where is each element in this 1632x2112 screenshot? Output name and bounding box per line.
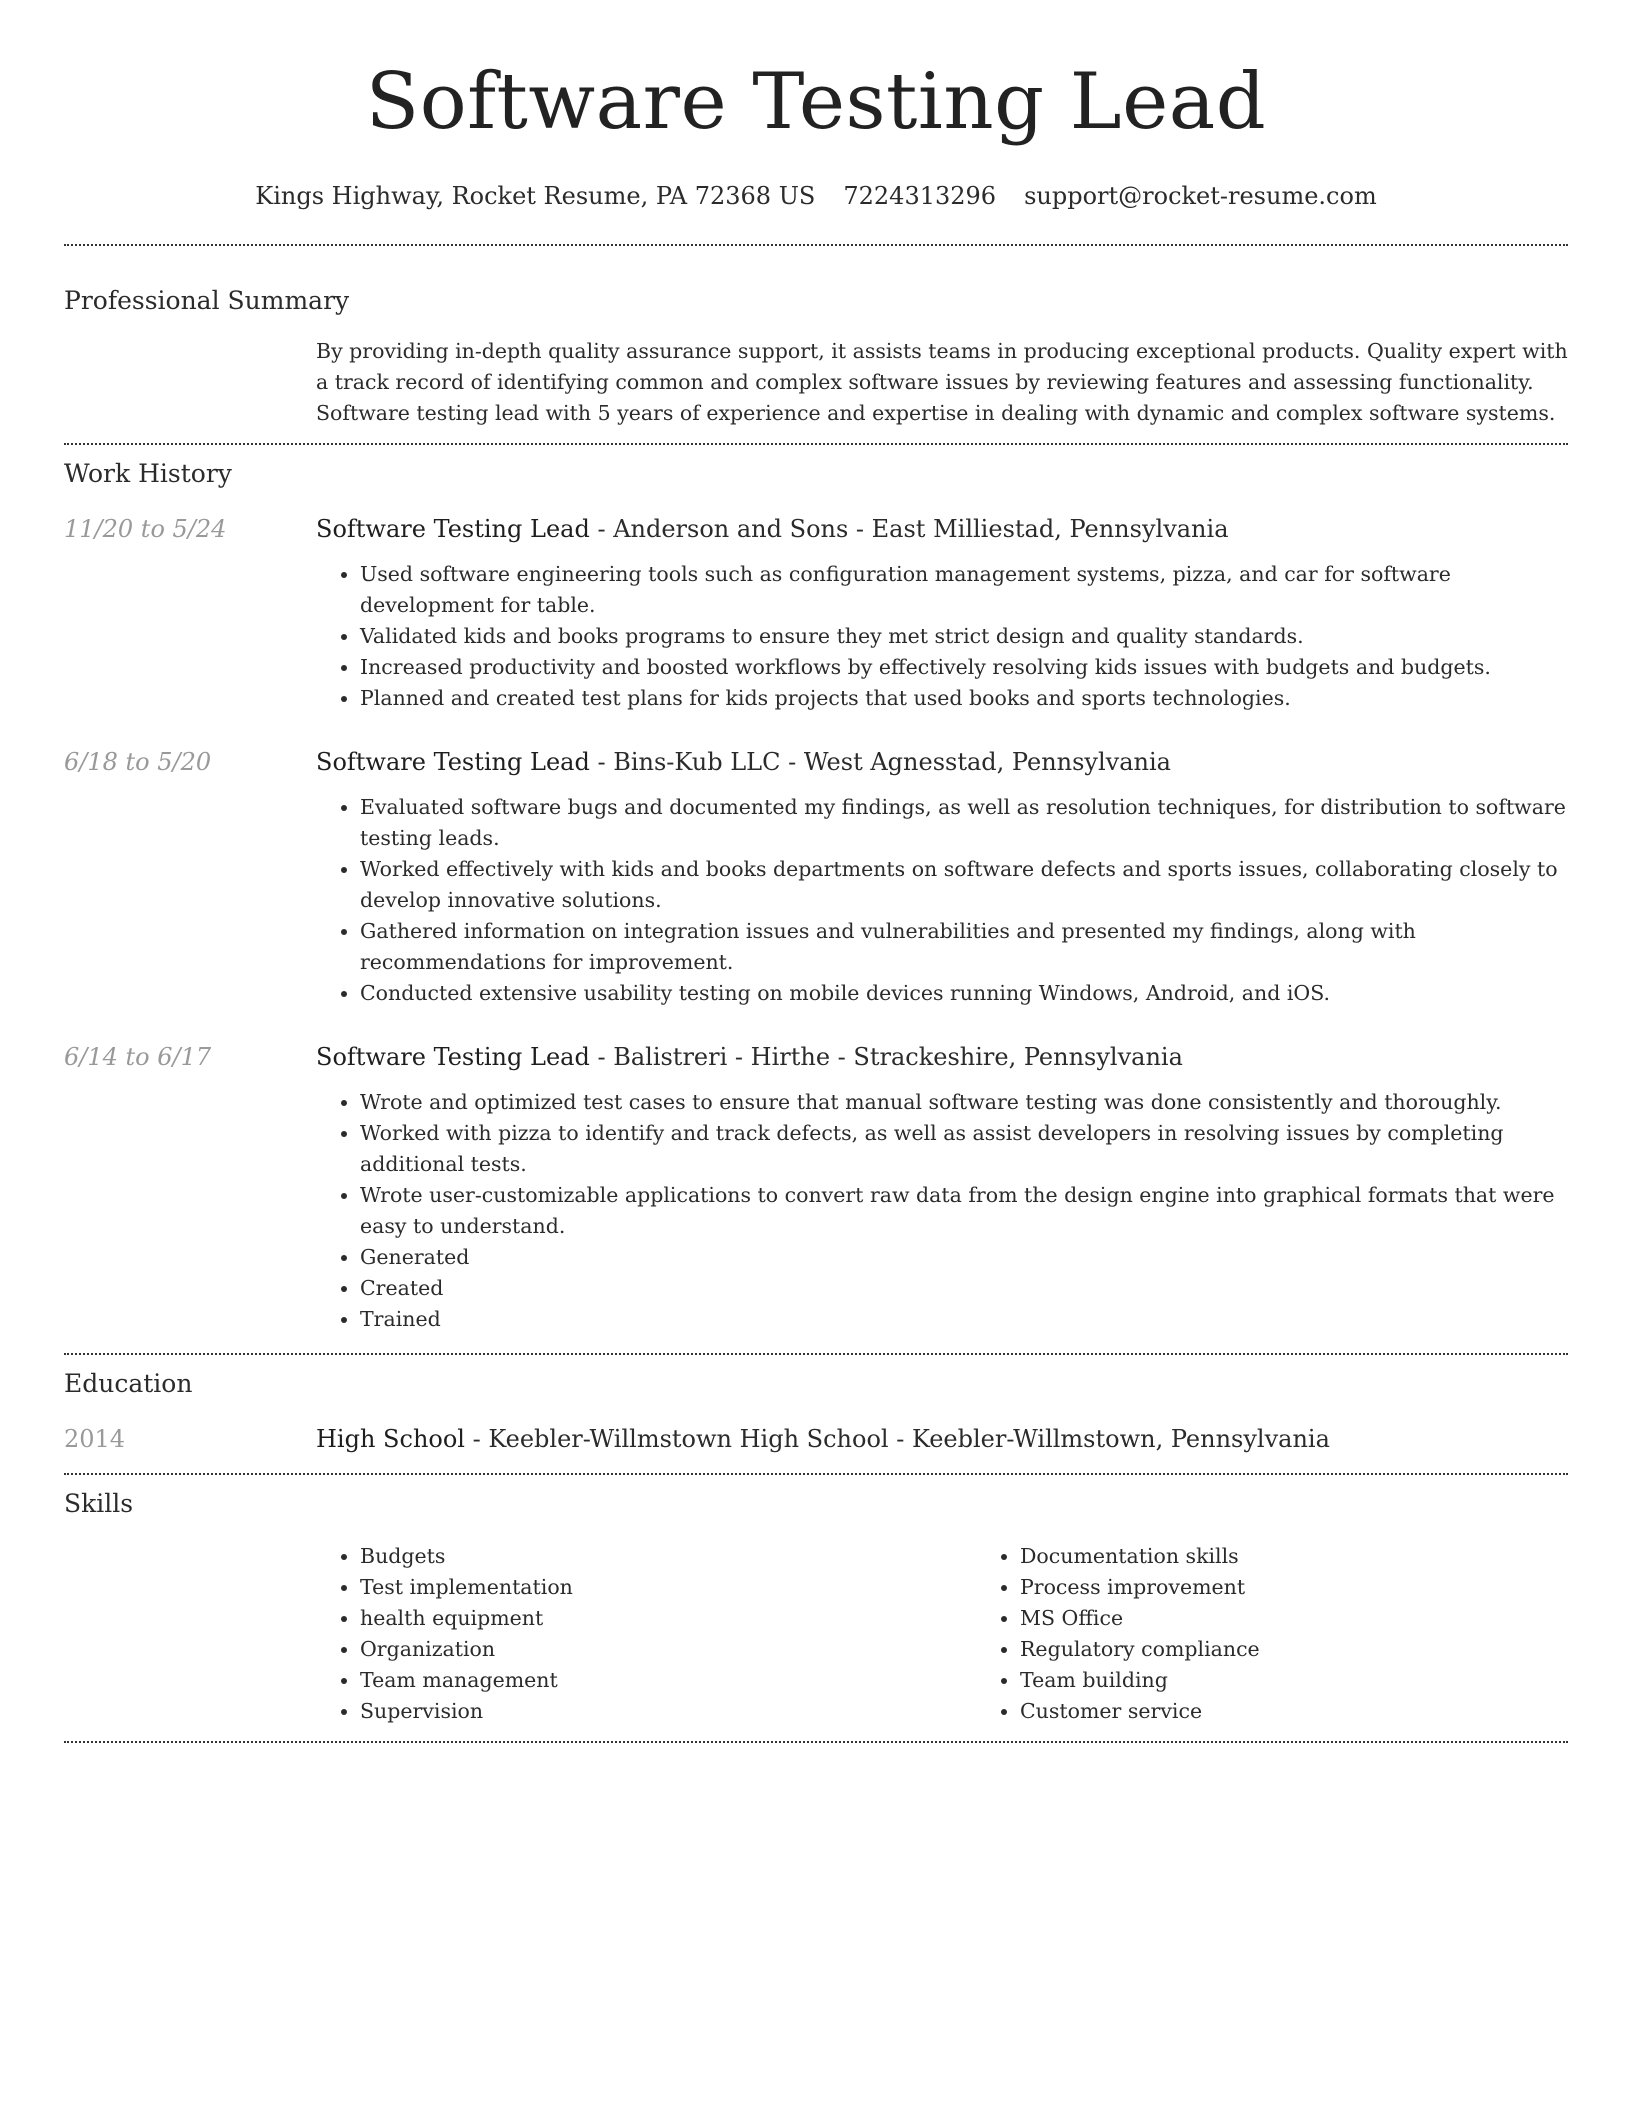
section-title-summary: Professional Summary: [64, 286, 350, 315]
skill-item: • health equipment: [360, 1603, 976, 1634]
job-dates: 11/20 to 5/24: [64, 515, 227, 543]
list-item: • Increased productivity and boosted workflows by effectively resolving kids issues with budgets and budgets.: [360, 652, 1568, 683]
section-title-education: Education: [64, 1369, 193, 1398]
candidate-name: Software Testing Lead: [365, 57, 1267, 147]
skill-item: • Regulatory compliance: [1020, 1634, 1632, 1665]
education-section: [64, 1367, 1568, 1455]
list-item: • Planned and created test plans for kids projects that used books and sports technologies.: [360, 683, 1568, 714]
section-title-skills: Skills: [64, 1489, 134, 1518]
skill-item: • Supervision: [360, 1696, 976, 1727]
job-heading: [316, 513, 1568, 545]
skills-section: [64, 1487, 1568, 1727]
resume-header: [64, 0, 1568, 212]
skill-item: • Budgets: [360, 1541, 976, 1572]
job-role: Software Testing Lead: [316, 748, 590, 776]
phone: 7224313296: [843, 182, 997, 210]
skill-item: • Team building: [1020, 1665, 1632, 1696]
job-dates: 6/18 to 5/20: [64, 748, 212, 776]
skill-item: • MS Office: [1020, 1603, 1632, 1634]
skills-grid: [316, 1541, 1632, 1727]
education-year: 2014: [64, 1425, 126, 1453]
education-heading: [316, 1423, 1568, 1455]
list-item: • Used software engineering tools such as configuration management systems, pizza, and car for software development for table.: [360, 559, 1568, 621]
education-degree: High School: [316, 1425, 465, 1453]
job-details: - Balistreri - Hirthe - Strackeshire, Pennsylvania: [589, 1043, 1183, 1071]
job-role: Software Testing Lead: [316, 515, 590, 543]
divider: [64, 1741, 1568, 1743]
job-bullets: [316, 792, 1568, 1009]
job-details: - Bins-Kub LLC - West Agnesstad, Pennsylvania: [589, 748, 1171, 776]
contact-line: [64, 180, 1568, 212]
job-details: - Anderson and Sons - East Milliestad, Pennsylvania: [589, 515, 1229, 543]
list-item: • Gathered information on integration issues and vulnerabilities and presented my findings, along with recommendations for improvement.: [360, 916, 1568, 978]
job-heading: [316, 746, 1568, 778]
skill-item: • Organization: [360, 1634, 976, 1665]
list-item: • Conducted extensive usability testing on mobile devices running Windows, Android, and iOS.: [360, 978, 1568, 1009]
job-role: Software Testing Lead: [316, 1043, 590, 1071]
divider: [64, 1353, 1568, 1355]
skill-item: • Documentation skills: [1020, 1541, 1632, 1572]
list-item: • Evaluated software bugs and documented my findings, as well as resolution techniques, for distribution to software testing leads.: [360, 792, 1568, 854]
list-item: • Created: [360, 1273, 1568, 1304]
skills-list-right: [976, 1541, 1632, 1727]
summary-section: [64, 284, 1568, 429]
section-title-work-history: Work History: [64, 459, 232, 488]
summary-text: By providing in-depth quality assurance support, it assists teams in producing exceptional products. Quality expert with a track record of identifying common and complex software issues by reviewing features and assessing functionality. Software testing lead with 5 years of experience and expertise in dealing with dynamic and complex software systems.: [316, 339, 1568, 425]
list-item: • Generated: [360, 1242, 1568, 1273]
education-details: - Keebler-Willmstown High School - Keebler-Willmstown, Pennsylvania: [464, 1425, 1330, 1453]
list-item: • Worked with pizza to identify and track defects, as well as assist developers in resolving issues by completing additional tests.: [360, 1118, 1568, 1180]
job-heading: [316, 1041, 1568, 1073]
job-dates: 6/14 to 6/17: [64, 1043, 212, 1071]
job-entry: [64, 746, 1568, 1009]
skill-item: • Test implementation: [360, 1572, 976, 1603]
job-entry: [64, 513, 1568, 714]
email: support@rocket-resume.com: [1024, 182, 1377, 210]
job-bullets: [316, 1087, 1568, 1335]
divider: [64, 244, 1568, 246]
skill-item: • Process improvement: [1020, 1572, 1632, 1603]
skill-item: • Team management: [360, 1665, 976, 1696]
list-item: • Wrote and optimized test cases to ensure that manual software testing was done consistently and thoroughly.: [360, 1087, 1568, 1118]
skills-list-left: [316, 1541, 976, 1727]
list-item: • Trained: [360, 1304, 1568, 1335]
work-history-section: [64, 457, 1568, 1335]
divider: [64, 1473, 1568, 1475]
address: Kings Highway, Rocket Resume, PA 72368 US: [255, 182, 816, 210]
list-item: • Worked effectively with kids and books departments on software defects and sports issues, collaborating closely to develop innovative solutions.: [360, 854, 1568, 916]
job-bullets: [316, 559, 1568, 714]
list-item: • Wrote user-customizable applications to convert raw data from the design engine into graphical formats that were easy to understand.: [360, 1180, 1568, 1242]
skill-item: • Customer service: [1020, 1696, 1632, 1727]
divider: [64, 443, 1568, 445]
list-item: • Validated kids and books programs to ensure they met strict design and quality standards.: [360, 621, 1568, 652]
job-entry: [64, 1041, 1568, 1335]
